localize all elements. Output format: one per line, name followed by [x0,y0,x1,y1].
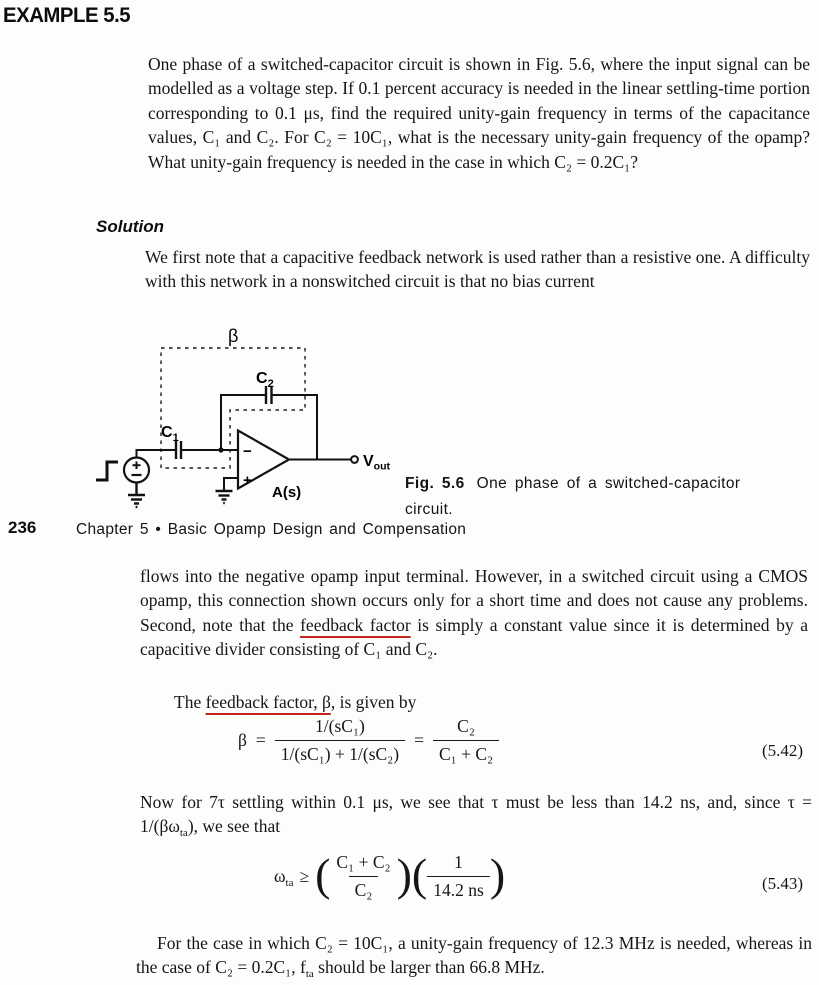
equation-5-42 [238,716,499,765]
equals-sign: = [414,730,424,750]
equation-number-543: (5.43) [762,874,804,893]
feedback-factor-sentence [140,690,808,714]
equals-sign: = [255,730,266,750]
equation-number-542: (5.42) [762,741,804,760]
equation-5-43: $\omega_{ta}$ ≥ ( $\frac{\text{C₁ + C₂}}{\text{C₂}}$ ) ( $\frac{1}{14.2 ns}$ ) [274,848,506,900]
eq542-lhs: β [238,730,247,750]
opamp-minus-input-label: − [243,443,252,460]
beta-label: β [228,326,239,346]
chapter-header: Chapter 5 • Basic Opamp Design and Compensation [76,521,467,538]
body-text: , is given by [330,692,417,712]
ground-symbol-opamp [216,478,239,503]
step-input-icon [96,462,118,480]
denominator: 1/(sC₁) + 1/(sC₂) [275,740,405,765]
body-text: ), we see that [187,816,281,837]
body-text: is simply a constant value since it is determined by a capacitive divider consisting of C₁ and C₂. [140,614,808,660]
c1-label: $C_1$ [161,424,179,444]
denominator: C₁ + C₂ [433,740,499,765]
eq543-fraction-2 [427,852,490,901]
numerator: 1 [454,852,463,872]
eq543-fraction-1 [330,852,396,901]
switched-capacitor-circuit-figure [85,320,420,530]
feedback-factor-beta-underlined: feedback factor, β [205,692,331,712]
output-terminal [351,456,358,463]
body-text: Now for 7τ settling within 0.1 μs, we see that τ must be less than 14.2 ns, and, since τ = 1/(βω [140,792,812,837]
eq542-fraction-2 [433,716,499,765]
result-paragraph [136,931,812,980]
feedback-factor-underlined: feedback factor [300,614,411,635]
body-text: should be larger than 66.8 MHz. [313,957,545,978]
greater-equal-sign: ≥ [299,866,310,886]
figure-caption-label: Fig. 5.6 [405,475,465,492]
opamp-plus-input-label: + [243,472,252,489]
body-text: The [174,692,206,712]
ground-symbol-source [128,483,145,508]
figure-caption [405,471,745,523]
page-number: 236 [8,518,37,537]
denominator: 14.2 ns [427,876,490,901]
vout-label: $V_{out}$ [363,453,390,473]
numerator: C₁ + C₂ [336,852,391,872]
eq543-lhs: $\omega_{ta}$ [274,866,294,889]
opamp-triangle [238,431,289,490]
example-heading: EXAMPLE 5.5 [3,4,131,27]
eq542-fraction-1 [275,716,405,765]
solution-intro-paragraph: We first note that a capacitive feedback network is used rather than a resistive one. A difficulty with this network in a nonswitched circuit is that no bias current [145,247,810,292]
voltage-source [124,458,149,483]
figure-caption-text: One phase of a switched-capacitor circuit. [405,475,741,518]
c2-label: $C_2$ [256,370,274,390]
body-text: flows into the negative opamp input terminal. However, in a switched circuit using a CMOS opamp, this connection shown occurs only for a short time and does not cause any problems. Second, note that the [140,566,808,635]
opamp-gain-label: A(s) [272,484,302,501]
omega-ta-subscript: ta [179,827,188,840]
numerator: 1/(sC₁) [315,716,365,736]
f-ta-subscript: ta [305,968,314,981]
body-text: For the case in which C₂ = 10C₁, a unity-gain frequency of 12.3 MHz is needed, whereas in the case of C₂ = 0.2C₁, f [136,933,812,978]
problem-statement: One phase of a switched-capacitor circuit is shown in Fig. 5.6, where the input signal can be modelled as a voltage step. If 0.1 percent accuracy is needed in the linear settling-time portion corresponding to 0.1 μs, find the required unity-gain frequency in terms of the capacitance values, C₁ and C₂. For C₂ = 10C₁, what is the necessary unity-gain frequency of the opamp? What unity-gain frequency is needed in the case in which C₂ = 0.2C₁? [148,54,810,172]
solution-body-paragraph [140,564,808,662]
solution-heading: Solution [96,217,164,236]
settling-time-paragraph [140,790,812,839]
denominator: C₂ [349,876,379,901]
numerator: C₂ [457,716,475,736]
ta-subscript: ta [285,877,294,889]
